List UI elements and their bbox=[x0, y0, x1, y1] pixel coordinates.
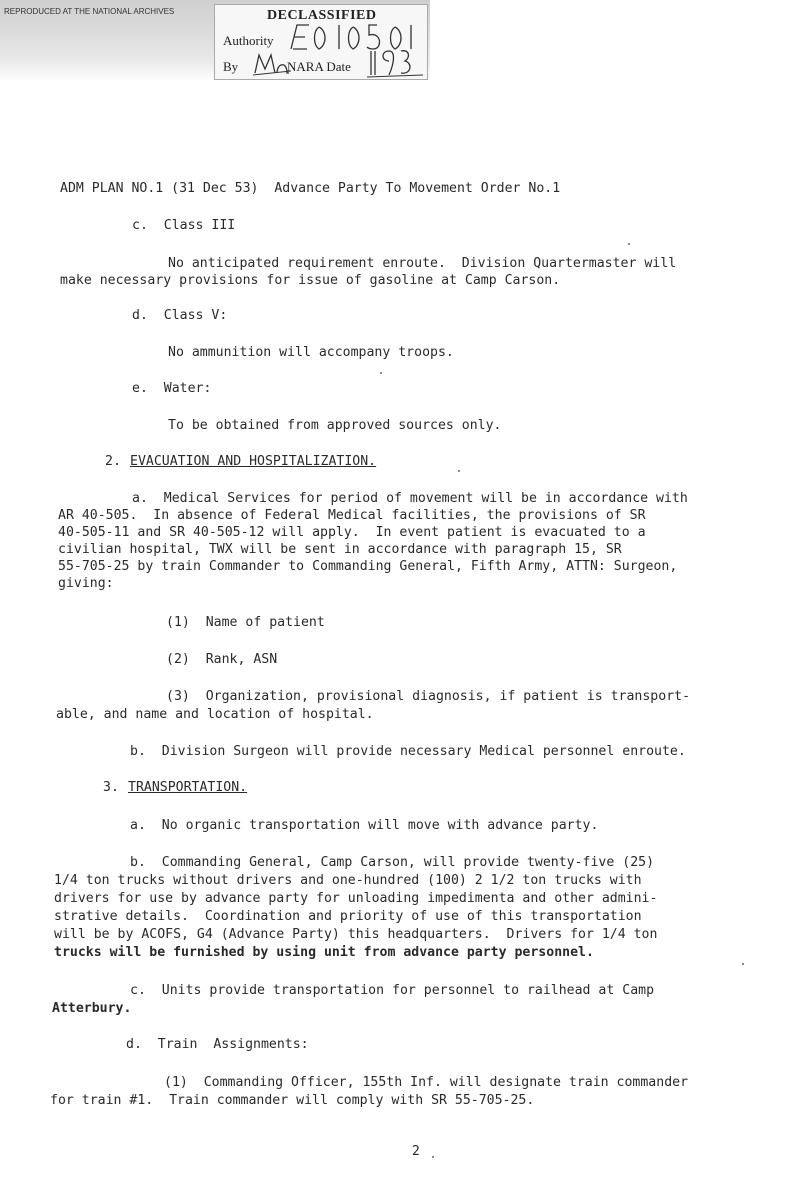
section2-item3-line1: (3) Organization, provisional diagnosis, if patient is transport- bbox=[166, 689, 691, 704]
class-iii-text-line2: make necessary provisions for issue of gasoline at Camp Carson. bbox=[60, 273, 561, 288]
scan-speck bbox=[432, 1156, 434, 1158]
stamp-nara-date-label: NARA Date bbox=[287, 59, 351, 74]
section3-number: 3. bbox=[103, 780, 119, 795]
section2-number: 2. bbox=[105, 454, 121, 469]
section2-para-a-line2: AR 40-505. In absence of Federal Medical facilities, the provisions of SR bbox=[58, 508, 646, 523]
declassified-stamp bbox=[214, 4, 428, 80]
section2-para-a-line3: 40-505-11 and SR 40-505-12 will apply. In event patient is evacuated to a bbox=[58, 525, 646, 540]
class-v-heading: d. Class V: bbox=[132, 308, 228, 323]
class-v-text: No ammunition will accompany troops. bbox=[168, 345, 454, 360]
section2-title: EVACUATION AND HOSPITALIZATION. bbox=[130, 454, 377, 469]
water-text: To be obtained from approved sources only. bbox=[168, 418, 502, 433]
section2-item3-line2: able, and name and location of hospital. bbox=[56, 707, 374, 722]
section2-para-a-line4: civilian hospital, TWX will be sent in accordance with paragraph 15, SR bbox=[58, 542, 622, 557]
class-iii-heading: c. Class III bbox=[132, 218, 236, 233]
stamp-authority-label: Authority bbox=[223, 33, 274, 48]
section2-para-a-line1: a. Medical Services for period of movement will be in accordance with bbox=[132, 491, 688, 506]
section3-para-c-line2: Atterbury. bbox=[52, 1001, 132, 1016]
page-number: 2 bbox=[412, 1144, 420, 1159]
handwritten-initials-signature bbox=[253, 51, 291, 77]
scan-speck bbox=[458, 470, 460, 472]
handwritten-date-signature bbox=[365, 47, 425, 79]
section3-para-d: d. Train Assignments: bbox=[126, 1037, 309, 1052]
section3-para-b-line1: b. Commanding General, Camp Carson, will provide twenty-five (25) bbox=[130, 855, 655, 870]
scan-speck bbox=[742, 963, 744, 965]
section3-para-c-line1: c. Units provide transportation for personnel to railhead at Camp bbox=[130, 983, 655, 998]
section3-para-d1-line1: (1) Commanding Officer, 155th Inf. will designate train commander bbox=[164, 1075, 689, 1090]
archives-label: REPRODUCED AT THE NATIONAL ARCHIVES bbox=[4, 7, 175, 16]
section3-title: TRANSPORTATION. bbox=[128, 780, 248, 795]
section2-item1: (1) Name of patient bbox=[166, 615, 325, 630]
scan-speck bbox=[380, 372, 382, 374]
section3-para-d1-line2: for train #1. Train commander will comply with SR 55-705-25. bbox=[50, 1093, 535, 1108]
section2-para-a-line5: 55-705-25 by train Commander to Commanding General, Fifth Army, ATTN: Surgeon, bbox=[58, 559, 678, 574]
section3-para-b-line4: strative details. Coordination and priority of use of this transportation bbox=[54, 909, 642, 924]
stamp-by-label: By bbox=[223, 59, 239, 74]
section3-para-b-line5: will be by ACOFS, G4 (Advance Party) this headquarters. Drivers for 1/4 ton bbox=[54, 927, 658, 942]
stamp-title: DECLASSIFIED bbox=[267, 8, 377, 23]
class-iii-text-line1: No anticipated requirement enroute. Division Quartermaster will bbox=[168, 256, 677, 271]
section3-para-b-line3: drivers for use by advance party for unloading impedimenta and other admini- bbox=[54, 891, 658, 906]
water-heading: e. Water: bbox=[132, 381, 212, 396]
section2-para-b: b. Division Surgeon will provide necessary Medical personnel enroute. bbox=[130, 744, 686, 759]
section3-para-b-line6: trucks will be furnished by using unit from advance party personnel. bbox=[54, 945, 594, 960]
document-header: ADM PLAN NO.1 (31 Dec 53) Advance Party To Movement Order No.1 bbox=[60, 181, 561, 196]
section2-para-a-line6: giving: bbox=[58, 576, 114, 591]
scan-speck bbox=[628, 243, 630, 245]
section3-para-b-line2: 1/4 ton trucks without drivers and one-hundred (100) 2 1/2 ton trucks with bbox=[54, 873, 642, 888]
section2-item2: (2) Rank, ASN bbox=[166, 652, 278, 667]
section3-para-a: a. No organic transportation will move with advance party. bbox=[130, 818, 599, 833]
